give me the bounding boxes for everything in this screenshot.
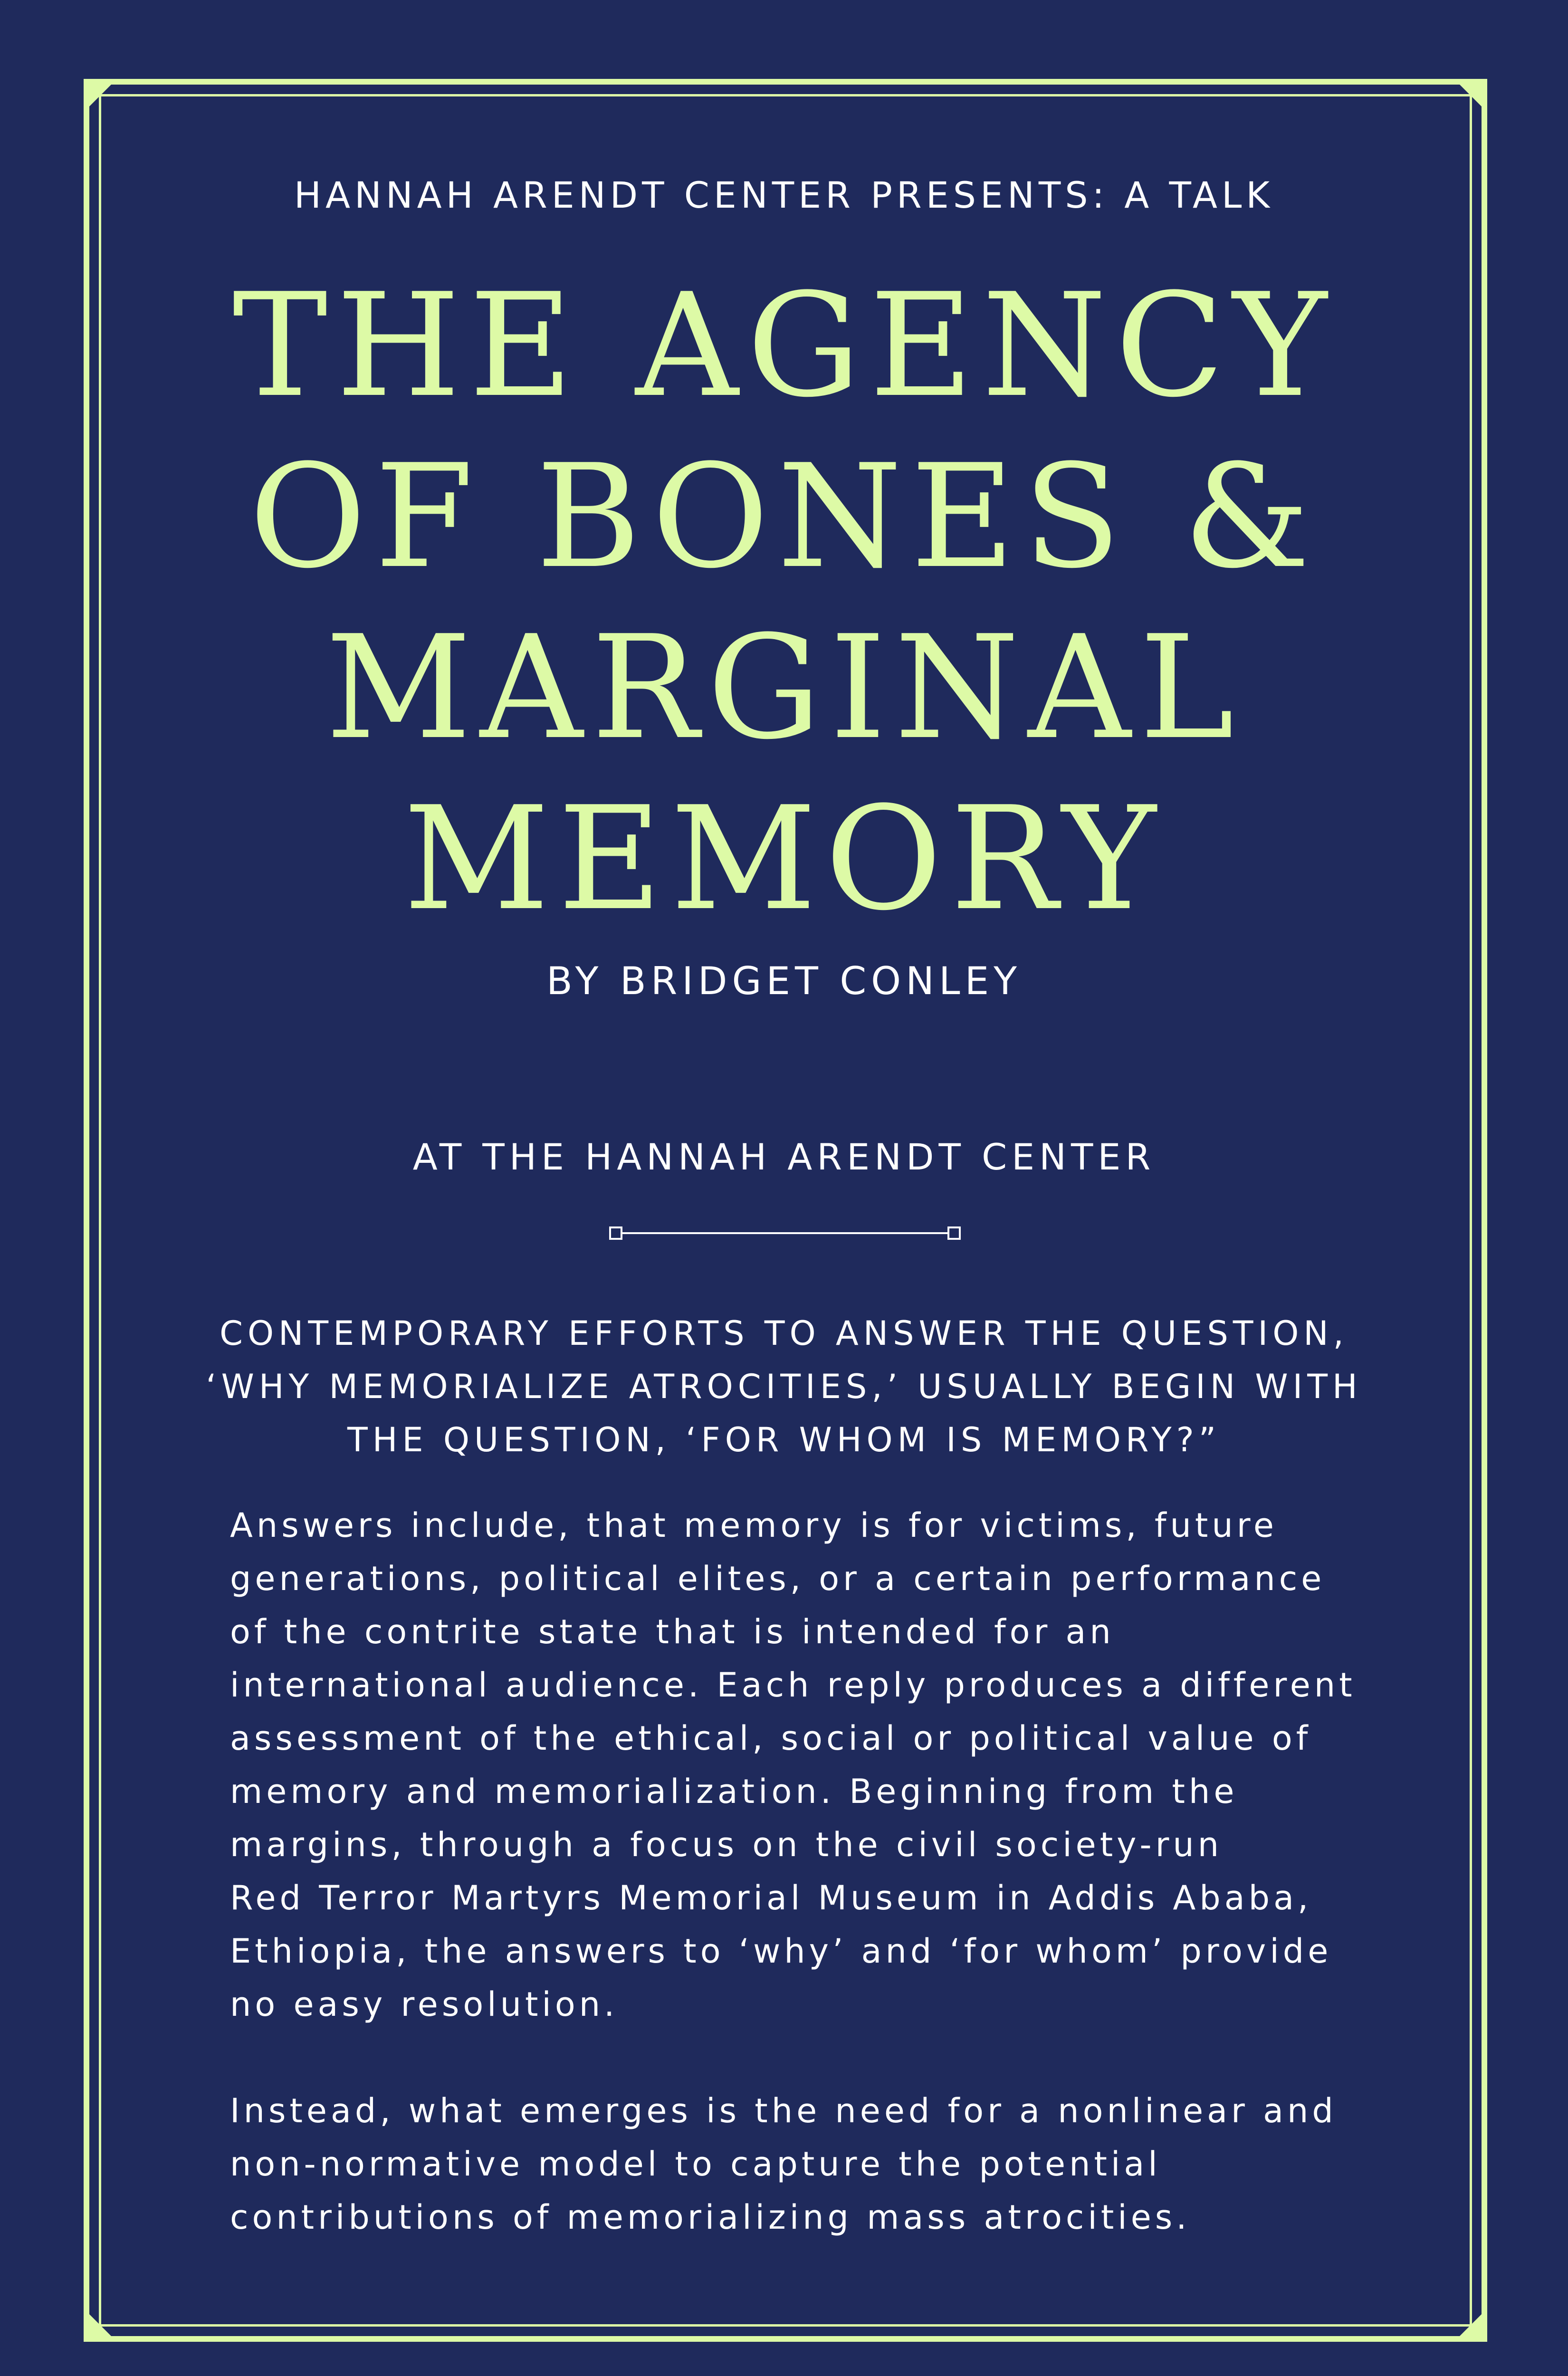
description-paragraph-1: Answers include, that memory is for victims, future generations, political elites, or a certain performance of the contrite state that is intended for an international audience. Each reply produces a different assessment of the ethical, social or political value of memory and memorialization. Beginning from the margins, through a focus on the civil society-run Red Terror Martyrs Memorial Museum in Addis Ababa, Ethiopia, the answers to ‘why’ and ‘for whom’ provide no easy resolution. <box>230 1506 1356 2024</box>
description-paragraph-2: Instead, what emerges is the need for a nonlinear and non-normative model to capture the potential contributions of memorializing mass atrocities. <box>230 2091 1337 2237</box>
corner-ornament-bottom-right <box>1454 2309 1487 2342</box>
title-line-3: MARGINAL <box>325 605 1243 771</box>
lead-line-2: ‘WHY MEMORIALIZE ATROCITIES,’ USUALLY BEGIN WITH <box>206 1367 1362 1406</box>
corner-ornament-top-left <box>84 79 117 112</box>
corner-ornament-top-right <box>1454 79 1487 112</box>
speaker-byline: BY BRIDGET CONLEY <box>546 959 1022 1003</box>
lead-question <box>0 1307 1568 1466</box>
presents-heading: HANNAH ARENDT CENTER PRESENTS: A TALK <box>294 174 1274 216</box>
decorative-divider <box>609 1226 961 1240</box>
lead-line-1: CONTEMPORARY EFFORTS TO ANSWER THE QUESTION, <box>220 1314 1348 1353</box>
lead-line-3: THE QUESTION, ‘FOR WHOM IS MEMORY?” <box>347 1420 1221 1459</box>
title-line-1: THE AGENCY <box>232 263 1336 429</box>
title-line-2: OF BONES & <box>249 434 1319 600</box>
poster-title <box>0 260 1568 945</box>
title-line-4: MEMORY <box>403 776 1165 942</box>
venue-line: AT THE HANNAH ARENDT CENTER <box>412 1136 1156 1178</box>
corner-ornament-bottom-left <box>84 2309 117 2342</box>
